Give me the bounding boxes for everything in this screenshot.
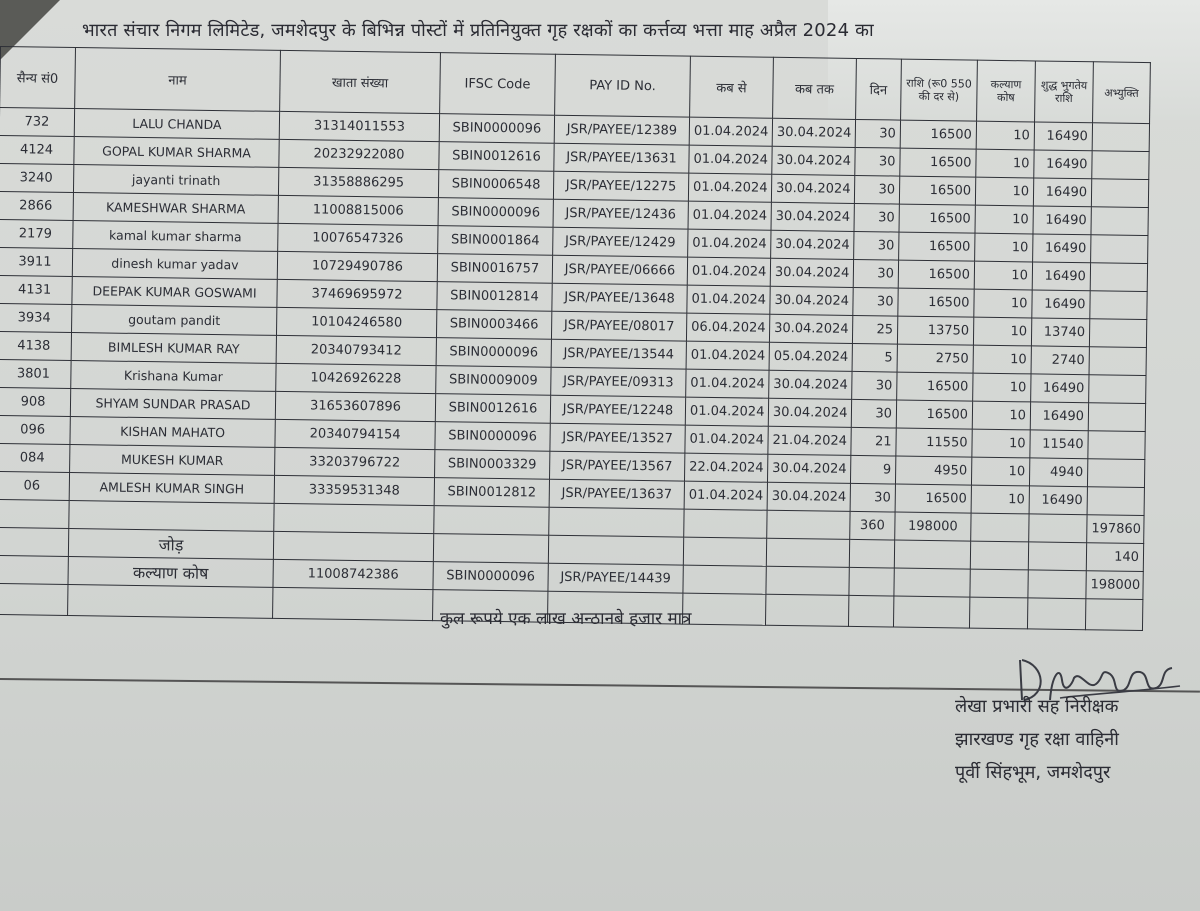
row-ifsc: SBIN0000096 (436, 338, 551, 368)
row-service-no: 096 (0, 415, 70, 444)
row-ifsc: SBIN0012812 (434, 478, 549, 508)
row-amount: 13750 (897, 316, 973, 345)
row-days: 30 (854, 175, 899, 204)
row-account: 33359531348 (274, 475, 434, 505)
row-from: 01.04.2024 (688, 229, 771, 258)
row-remark (1092, 123, 1149, 152)
col-header-days: दिन (856, 58, 902, 120)
row-amount: 2750 (897, 344, 973, 373)
row-to: 30.04.2024 (770, 258, 853, 287)
row-amount: 16500 (899, 204, 975, 233)
row-from: 01.04.2024 (688, 201, 771, 230)
row-net: 2740 (1031, 346, 1089, 375)
row-payid: JSR/PAYEE/13527 (550, 423, 685, 453)
row-remark (1089, 375, 1146, 404)
row-days: 30 (854, 231, 899, 260)
row-payid: JSR/PAYEE/08017 (551, 311, 686, 341)
total-amount: 198000 (895, 512, 971, 541)
col-header-name: नाम (75, 48, 281, 112)
row-name: BIMLESH KUMAR RAY (71, 333, 276, 364)
welfare-ifsc: SBIN0000096 (433, 562, 548, 592)
row-net: 16490 (1032, 290, 1090, 319)
welfare-account: 11008742386 (273, 559, 433, 589)
row-from: 22.04.2024 (684, 453, 767, 482)
row-amount: 11550 (896, 428, 972, 457)
row-days: 30 (855, 119, 900, 148)
col-header-from: कब से (690, 56, 774, 118)
row-payid: JSR/PAYEE/12248 (550, 395, 685, 425)
row-ifsc: SBIN0003329 (435, 450, 550, 480)
row-name: kamal kumar sharma (73, 221, 278, 252)
row-service-no: 732 (0, 108, 75, 137)
row-welfare: 10 (976, 121, 1034, 150)
row-from: 01.04.2024 (689, 145, 772, 174)
row-days: 9 (850, 455, 895, 484)
row-remark (1091, 179, 1148, 208)
row-amount: 16500 (900, 120, 976, 149)
row-name: goutam pandit (72, 305, 277, 336)
signature-block (955, 690, 1119, 789)
row-welfare: 10 (972, 401, 1030, 430)
payment-table-wrapper (0, 46, 1150, 631)
row-amount: 16500 (899, 232, 975, 261)
row-to: 30.04.2024 (769, 314, 852, 343)
row-amount: 16500 (898, 260, 974, 289)
row-ifsc: SBIN0000096 (439, 114, 554, 144)
row-amount: 16500 (899, 176, 975, 205)
signature-line-3: पूर्वी सिंहभूम, जमशेदपुर (955, 762, 1111, 783)
row-days: 21 (851, 427, 896, 456)
row-account: 31314011553 (279, 111, 439, 141)
row-to: 30.04.2024 (769, 370, 852, 399)
row-amount: 16500 (895, 484, 971, 513)
row-service-no: 084 (0, 443, 70, 472)
row-ifsc: SBIN0012616 (435, 394, 550, 424)
row-to: 30.04.2024 (771, 230, 854, 259)
row-welfare: 10 (971, 457, 1029, 486)
row-name: DEEPAK KUMAR GOSWAMI (72, 277, 277, 308)
col-header-amount: राशि (रू0 550 की दर से) (901, 59, 978, 121)
row-days: 30 (852, 371, 897, 400)
amount-in-words: कुल रूपये एक लाख अन्ठानबे हजार मात्र (440, 609, 692, 629)
row-ifsc: SBIN0009009 (436, 366, 551, 396)
row-payid: JSR/PAYEE/13567 (550, 451, 685, 481)
col-header-ifsc: IFSC Code (440, 53, 556, 116)
row-remark (1088, 403, 1145, 432)
row-amount: 16500 (898, 288, 974, 317)
row-to: 30.04.2024 (771, 174, 854, 203)
row-service-no: 3911 (0, 247, 73, 276)
row-welfare: 10 (975, 205, 1033, 234)
row-from: 01.04.2024 (685, 425, 768, 454)
row-from: 01.04.2024 (689, 117, 772, 146)
row-to: 30.04.2024 (772, 118, 855, 147)
welfare-total: 140 (1086, 543, 1143, 572)
row-account: 33203796722 (275, 447, 435, 477)
row-service-no: 3240 (0, 163, 74, 192)
row-days: 5 (852, 343, 897, 372)
col-header-no: सैन्य सं0 (0, 47, 75, 109)
row-net: 13740 (1031, 318, 1089, 347)
row-to: 30.04.2024 (770, 286, 853, 315)
row-name: MUKESH KUMAR (70, 445, 275, 476)
row-days: 30 (854, 203, 899, 232)
row-account: 20232922080 (279, 139, 439, 169)
col-header-remark: अभ्युक्ति (1093, 62, 1151, 124)
row-remark (1089, 319, 1146, 348)
row-net: 16490 (1032, 262, 1090, 291)
row-to: 30.04.2024 (772, 146, 855, 175)
signature-line-1: लेखा प्रभारी सह निरीक्षक (955, 696, 1119, 717)
row-account: 31653607896 (275, 391, 435, 421)
row-ifsc: SBIN0012814 (437, 282, 552, 312)
row-name: GOPAL KUMAR SHARMA (74, 137, 279, 168)
row-amount: 4950 (895, 456, 971, 485)
row-name: SHYAM SUNDAR PRASAD (70, 389, 275, 420)
row-remark (1087, 459, 1144, 488)
row-remark (1091, 207, 1148, 236)
row-payid: JSR/PAYEE/12436 (553, 199, 688, 229)
row-net: 16490 (1030, 402, 1088, 431)
signature-line-2: झारखण्ड गृह रक्षा वाहिनी (955, 729, 1119, 750)
row-from: 06.04.2024 (686, 313, 769, 342)
total-label: जोड़ (68, 529, 273, 560)
row-remark (1088, 431, 1145, 460)
row-net: 11540 (1030, 430, 1088, 459)
row-payid: JSR/PAYEE/09313 (551, 367, 686, 397)
row-remark (1091, 235, 1148, 264)
row-to: 30.04.2024 (768, 398, 851, 427)
row-account: 10076547326 (278, 223, 438, 253)
row-payid: JSR/PAYEE/13637 (549, 479, 684, 509)
row-welfare: 10 (974, 261, 1032, 290)
row-service-no: 4131 (0, 275, 72, 304)
row-service-no: 3934 (0, 303, 72, 332)
col-header-payid: PAY ID No. (555, 54, 691, 117)
row-payid: JSR/PAYEE/12429 (553, 227, 688, 257)
table-body (0, 108, 1150, 516)
row-ifsc: SBIN0012616 (439, 142, 554, 172)
row-payid: JSR/PAYEE/13544 (551, 339, 686, 369)
row-service-no: 3801 (0, 359, 71, 388)
row-from: 01.04.2024 (686, 369, 769, 398)
row-net: 16490 (1033, 234, 1091, 263)
row-days: 30 (850, 483, 895, 512)
row-name: AMLESH KUMAR SINGH (69, 473, 274, 504)
col-header-account: खाता संख्या (280, 50, 441, 113)
row-account: 10426926228 (276, 363, 436, 393)
row-service-no: 4138 (0, 331, 72, 360)
row-remark (1090, 291, 1147, 320)
row-ifsc: SBIN0001864 (438, 226, 553, 256)
row-to: 30.04.2024 (767, 482, 850, 511)
row-account: 37469695972 (277, 279, 437, 309)
row-ifsc: SBIN0003466 (436, 310, 551, 340)
row-account: 11008815006 (278, 195, 438, 225)
total-net: 197860 (1087, 515, 1144, 544)
row-from: 01.04.2024 (686, 341, 769, 370)
row-name: KISHAN MAHATO (70, 417, 275, 448)
row-welfare: 10 (971, 485, 1029, 514)
row-welfare: 10 (973, 373, 1031, 402)
row-payid: JSR/PAYEE/13631 (554, 143, 689, 173)
row-to: 05.04.2024 (769, 342, 852, 371)
row-account: 10729490786 (277, 251, 437, 281)
row-ifsc: SBIN0000096 (435, 422, 550, 452)
row-from: 01.04.2024 (685, 397, 768, 426)
row-remark (1090, 263, 1147, 292)
row-remark (1092, 151, 1149, 180)
row-name: dinesh kumar yadav (72, 249, 277, 280)
row-from: 01.04.2024 (688, 173, 771, 202)
col-header-to: कब तक (773, 57, 857, 119)
row-service-no: 908 (0, 387, 71, 416)
row-from: 01.04.2024 (687, 285, 770, 314)
row-payid: JSR/PAYEE/12389 (554, 115, 689, 145)
col-header-net: शुद्ध भुगतेय राशि (1035, 61, 1094, 123)
row-net: 16490 (1033, 178, 1091, 207)
row-ifsc: SBIN0000096 (438, 198, 553, 228)
row-payid: JSR/PAYEE/13648 (552, 283, 687, 313)
row-welfare: 10 (975, 233, 1033, 262)
row-days: 30 (853, 287, 898, 316)
row-from: 01.04.2024 (687, 257, 770, 286)
row-to: 30.04.2024 (771, 202, 854, 231)
row-welfare: 10 (973, 345, 1031, 374)
row-welfare: 10 (973, 317, 1031, 346)
row-days: 25 (852, 315, 897, 344)
row-days: 30 (855, 147, 900, 176)
row-service-no: 4124 (0, 135, 74, 164)
row-days: 30 (851, 399, 896, 428)
payment-table (0, 46, 1151, 631)
total-days: 360 (850, 511, 895, 540)
row-service-no: 2866 (0, 191, 73, 220)
row-amount: 16500 (900, 148, 976, 177)
grand-total: 198000 (1086, 571, 1143, 600)
row-welfare: 10 (976, 149, 1034, 178)
row-to: 30.04.2024 (767, 454, 850, 483)
row-days: 30 (853, 259, 898, 288)
row-account: 31358886295 (278, 167, 438, 197)
row-amount: 16500 (897, 372, 973, 401)
welfare-payid: JSR/PAYEE/14439 (548, 563, 683, 593)
row-net: 16490 (1033, 206, 1091, 235)
row-amount: 16500 (896, 400, 972, 429)
row-welfare: 10 (975, 177, 1033, 206)
row-name: jayanti trinath (73, 165, 278, 196)
row-net: 16490 (1034, 150, 1092, 179)
row-payid: JSR/PAYEE/06666 (552, 255, 687, 285)
row-net: 16490 (1031, 374, 1089, 403)
row-payid: JSR/PAYEE/12275 (553, 171, 688, 201)
row-service-no: 2179 (0, 219, 73, 248)
row-net: 4940 (1029, 458, 1087, 487)
row-name: KAMESHWAR SHARMA (73, 193, 278, 224)
row-remark (1087, 487, 1144, 516)
row-remark (1089, 347, 1146, 376)
row-ifsc: SBIN0006548 (438, 170, 553, 200)
row-to: 21.04.2024 (768, 426, 851, 455)
row-name: LALU CHANDA (74, 109, 279, 140)
row-name: Krishana Kumar (71, 361, 276, 392)
row-net: 16490 (1029, 486, 1087, 515)
row-net: 16490 (1034, 122, 1092, 151)
row-service-no: 06 (0, 471, 70, 500)
row-from: 01.04.2024 (684, 481, 767, 510)
welfare-label: कल्याण कोष (68, 557, 273, 588)
col-header-welfare: कल्याण कोष (977, 60, 1036, 122)
row-welfare: 10 (974, 289, 1032, 318)
row-welfare: 10 (972, 429, 1030, 458)
row-account: 20340793412 (276, 335, 436, 365)
row-account: 10104246580 (276, 307, 436, 337)
row-ifsc: SBIN0016757 (437, 254, 552, 284)
document-title: भारत संचार निगम लिमिटेड, जमशेदपुर के बिभिन्न पोस्टों में प्रतिनियुक्त गृह रक्षकों का कर्त्तव्य भत्ता माह अप्रैल 2024 का (82, 20, 874, 41)
row-account: 20340794154 (275, 419, 435, 449)
